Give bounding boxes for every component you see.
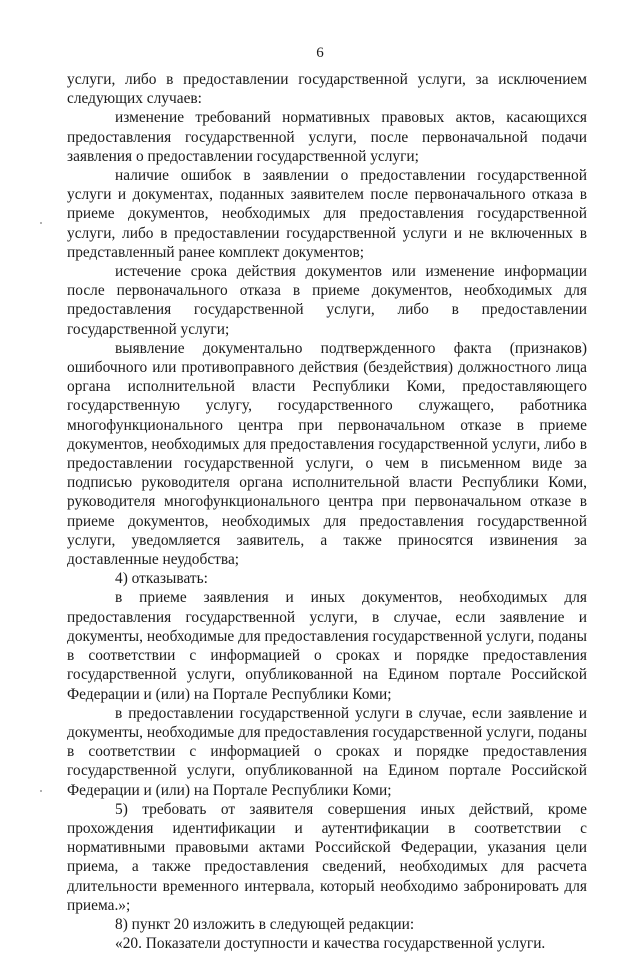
- paragraph-item: выявление документально подтвержденного факта (признаков) ошибочного или противоправного действия (бездействия) должностного лица органа исполнительной власти Республики Коми, предоставляющего государственную услугу, государственного служащего, работника многофункционального центра при первоначальном отказе в приеме документов, необходимых для предоставления государственной услуги, либо в предоставлении государственной услуги, о чем в письменном виде за подписью руководителя органа исполнительной власти Республики Коми, руководителя многофункционального центра при первоначальном отказе в приеме документов, необходимых для предоставления государственной услуги, уведомляется заявитель, а также приносятся извинения за доставленные неудобства;: [67, 339, 587, 569]
- paragraph-item: истечение срока действия документов или изменение информации после первоначального отказа в приеме документов, необходимых для предоставления государственной услуги, либо в предоставлении государственной услуги;: [67, 263, 587, 338]
- paragraph-item: 5) требовать от заявителя совершения иных действий, кроме прохождения идентификации и аутентификации в соответствии с нормативными правовыми актами Российской Федерации, указания цели приема, а также предоставления сведений, необходимых для расчета длительности временного интервала, который необходимо забронировать для приема.»;: [67, 800, 587, 914]
- scan-speck: [40, 222, 42, 224]
- paragraph-item: в предоставлении государственной услуги в случае, если заявление и документы, необходимые для предоставления государственной услуги, поданы в соответствии с информацией о сроках и порядке предоставления государственной услуги, опубликованной на Едином портале Российской Федерации и (или) на Портале Республики Коми;: [67, 704, 587, 799]
- paragraph-item: изменение требований нормативных правовых актов, касающихся предоставления государственной услуги, после первоначальной подачи заявления о предоставлении государственной услуги;: [67, 109, 587, 165]
- paragraph-amendment: 8) пункт 20 изложить в следующей редакции:: [115, 915, 415, 933]
- paragraph-continuation: услуги, либо в предоставлении государственной услуги, за исключением следующих случаев:: [67, 71, 587, 108]
- page-number: 6: [316, 45, 324, 61]
- scan-speck: [40, 790, 42, 792]
- document-body: [67, 70, 587, 953]
- paragraph-subitem-heading: 4) отказывать:: [115, 570, 208, 588]
- paragraph-item: в приеме заявления и иных документов, необходимых для предоставления государственной услуги, в случае, если заявление и документы, необходимые для предоставления государственной услуги, поданы в соответствии с информацией о сроках и порядке предоставления государственной услуги, опубликованной на Едином портале Российской Федерации и (или) на Портале Республики Коми;: [67, 589, 587, 703]
- paragraph-item: наличие ошибок в заявлении о предоставлении государственной услуги и документах, поданных заявителем после первоначального отказа в приеме документов, необходимых для предоставления государственной услуги, либо в предоставлении государственной услуги и не включенных в представленный ранее комплект документов;: [67, 167, 587, 261]
- paragraph-section-heading: «20. Показатели доступности и качества государственной услуги.: [115, 935, 546, 953]
